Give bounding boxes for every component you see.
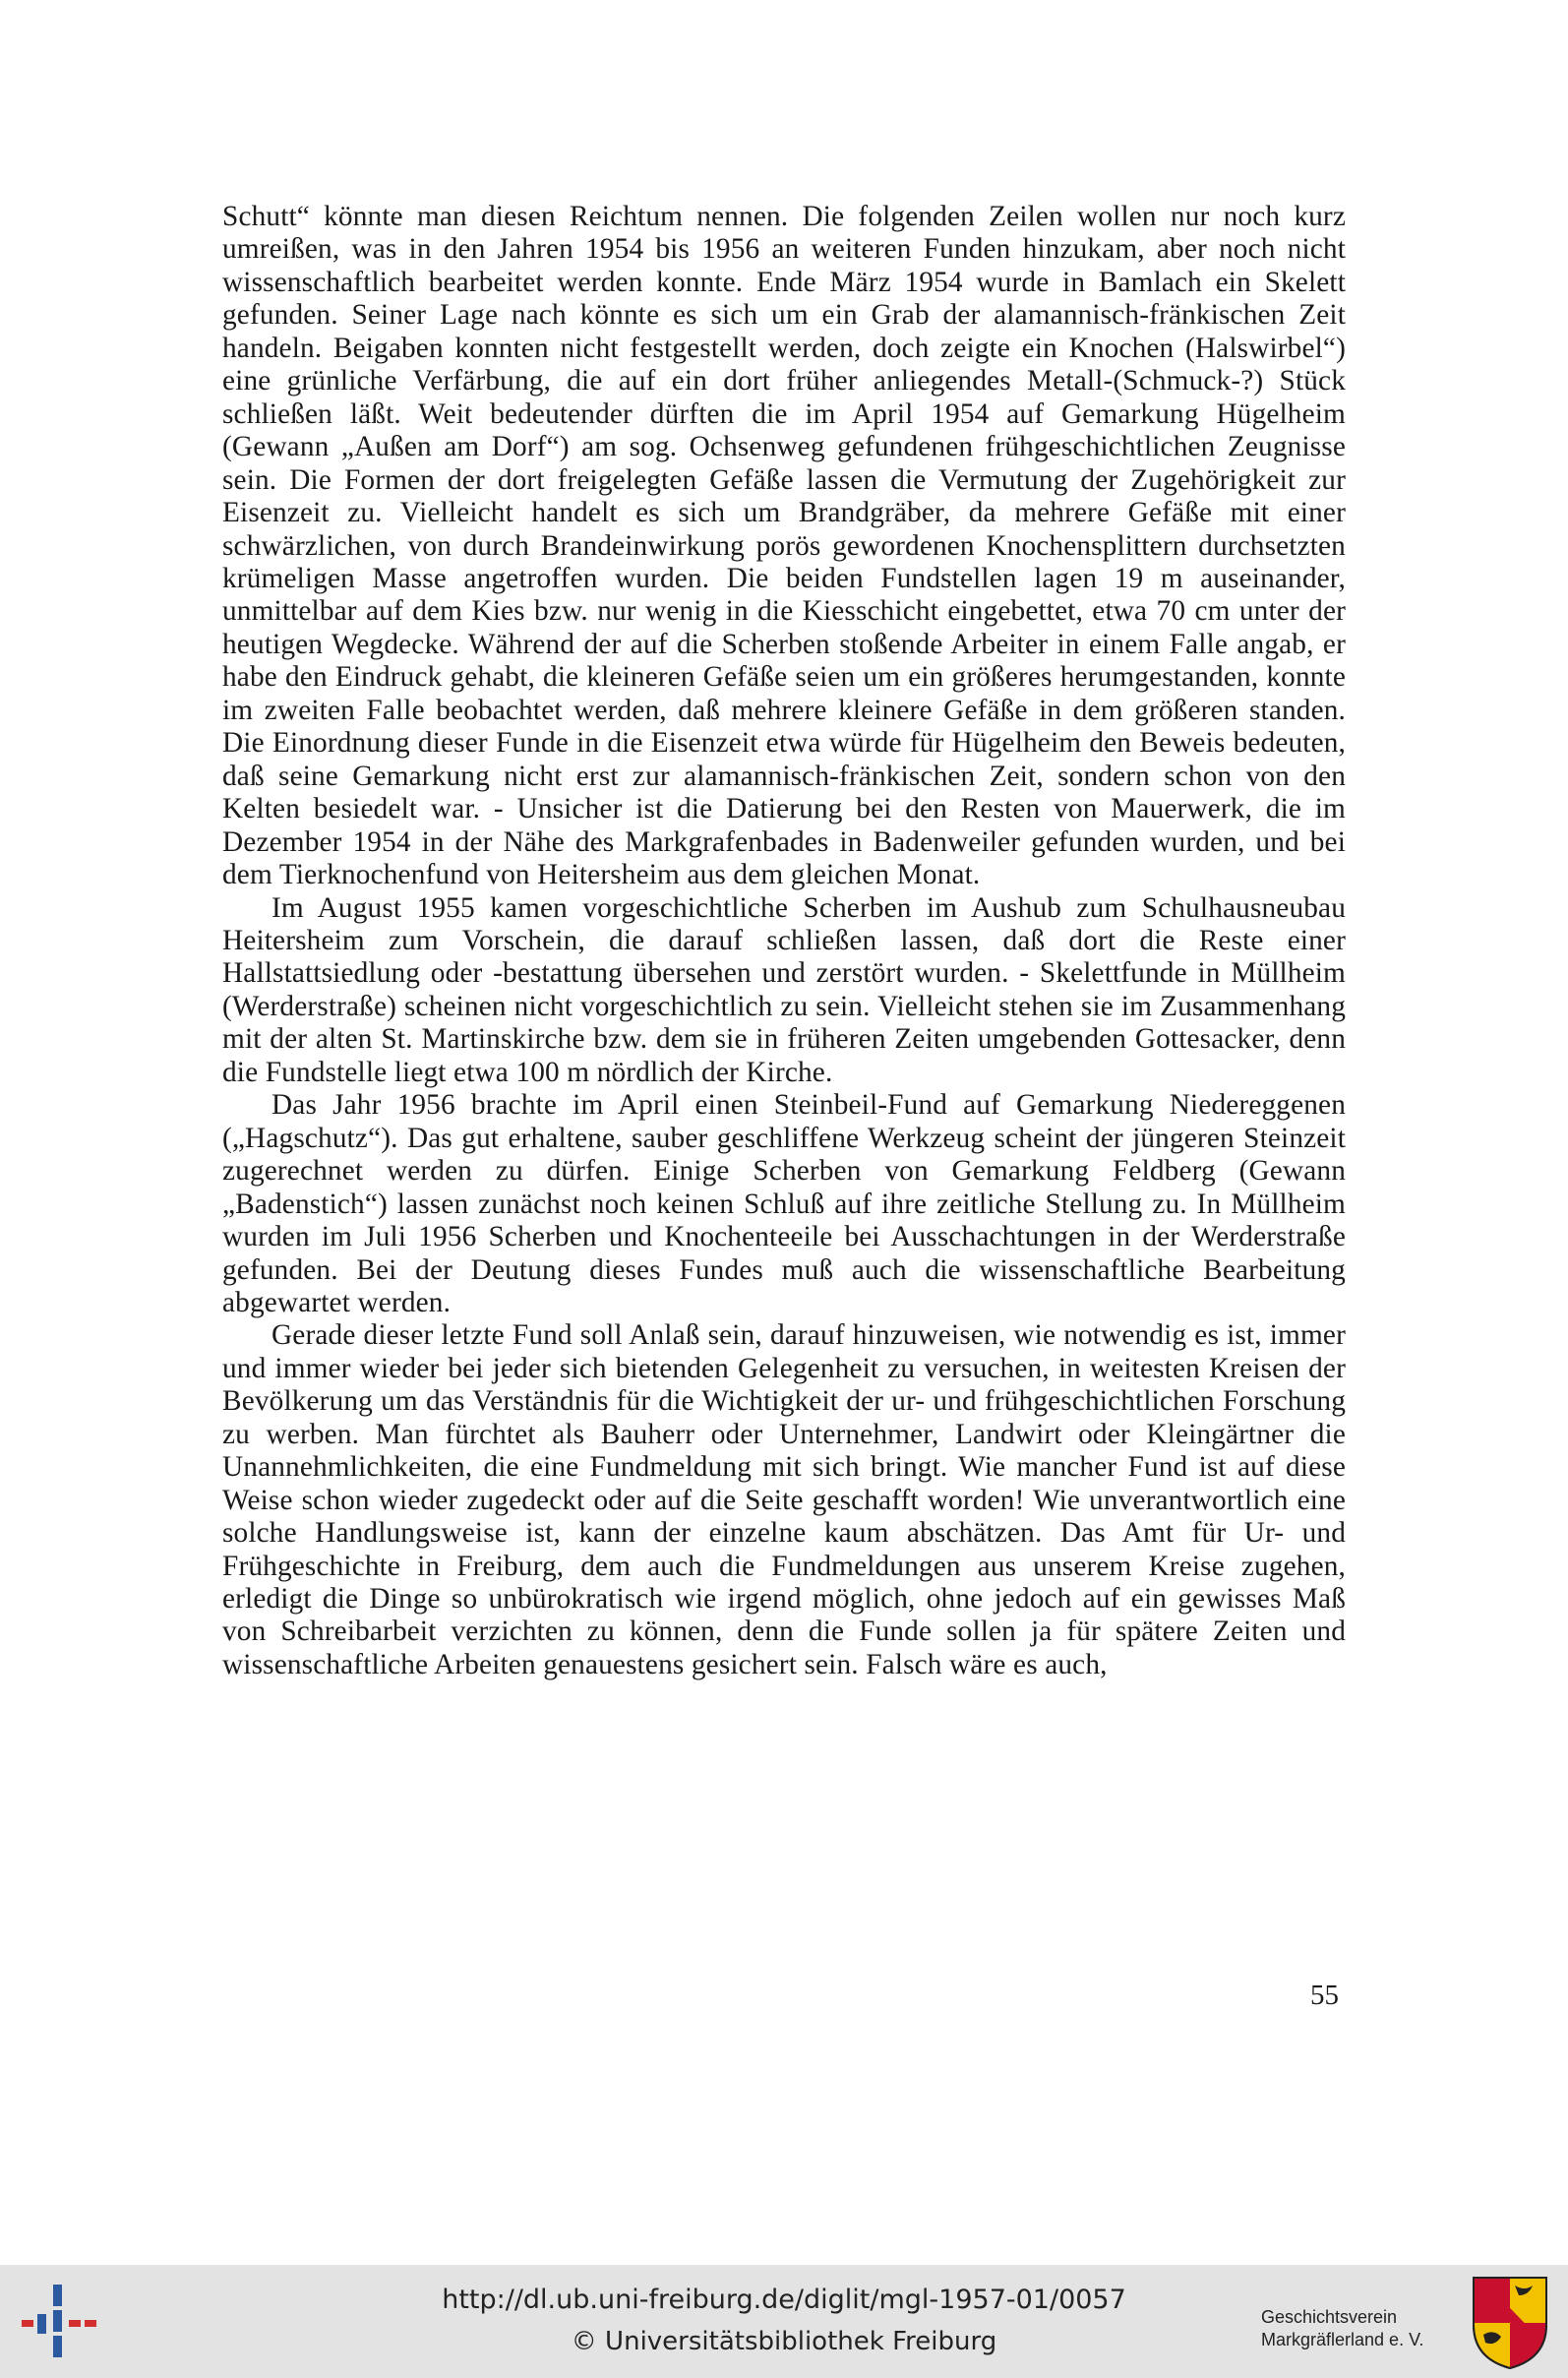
society-name-line-1: Geschichtsverein xyxy=(1261,2307,1398,2327)
permalink-url[interactable]: http://dl.ub.uni-freiburg.de/diglit/mgl-1957-01/0057 xyxy=(442,2285,1126,2315)
body-text xyxy=(222,201,1346,1681)
paragraph-3: Das Jahr 1956 brachte im April einen Steinbeil-Fund auf Gemarkung Niedereggenen („Hagschutz“). Das gut erhaltene, sauber geschliffene Werkzeug scheint der jüngeren Steinzeit zugerechnet werden zu dürfen. Einige Scherben von Gemarkung Feldberg (Gewann „Badenstich“) lassen zunächst noch keinen Schluß auf ihre zeitliche Stellung zu. In Müllheim wurden im Juli 1956 Scherben und Knochenteeile bei Ausschachtungen in der Werderstraße gefunden. Bei der Deutung dieses Fundes muß auch die wissenschaftliche Bearbeitung abgewartet werden. xyxy=(222,1089,1346,1318)
page-number: 55 xyxy=(1310,1980,1339,2011)
paragraph-1: Schutt“ könnte man diesen Reichtum nennen. Die folgenden Zeilen wollen nur noch kurz umreißen, was in den Jahren 1954 bis 1956 an weiteren Funden hinzukam, aber noch nicht wissenschaftlich bearbeitet werden konnte. Ende März 1954 wurde in Bamlach ein Skelett gefunden. Seiner Lage nach könnte es sich um ein Grab der alamannisch-fränkischen Zeit handeln. Beigaben konnten nicht festgestellt werden, doch zeigte ein Knochen (Halswirbel“) eine grünliche Verfärbung, die auf ein dort früher anliegendes Metall-(Schmuck-?) Stück schließen läßt. Weit bedeutender dürften die im April 1954 auf Gemarkung Hügelheim (Gewann „Außen am Dorf“) am sog. Ochsenweg gefundenen frühgeschichtlichen Zeugnisse sein. Die Formen der dort freigelegten Gefäße lassen die Vermutung der Zugehörigkeit zur Eisenzeit zu. Vielleicht handelt es sich um Brandgräber, da mehrere Gefäße mit einer schwärzlichen, von durch Brandeinwirkung porös gewordenen Knochensplittern durchsetzten krümeligen Masse angetroffen wurden. Die beiden Fundstellen lagen 19 m auseinander, unmittelbar auf dem Kies bzw. nur wenig in die Kiesschicht eingebettet, etwa 70 cm unter der heutigen Wegdecke. Während der auf die Scherben stoßende Arbeiter in einem Falle angab, er habe den Eindruck gehabt, die kleineren Gefäße seien um ein größeres herumgestanden, konnte im zweiten Falle beobachtet werden, daß mehrere kleinere Gefäße in dem größeren standen. Die Einordnung dieser Funde in die Eisenzeit etwa würde für Hügelheim den Beweis bedeuten, daß seine Gemarkung nicht erst zur alamannisch-fränkischen Zeit, sondern schon von den Kelten besiedelt war. - Unsicher ist die Datierung bei den Resten von Mauerwerk, die im Dezember 1954 in der Nähe des Markgrafenbades in Badenweiler gefunden wurden, und bei dem Tierknochenfund von Heitersheim aus dem gleichen Monat. xyxy=(222,201,1346,891)
copyright-notice: © Universitätsbibliothek Freiburg xyxy=(571,2327,997,2356)
paragraph-2: Im August 1955 kamen vorgeschichtliche Scherben im Aushub zum Schulhausneubau Heitersheim zum Vorschein, die darauf schließen lassen, daß dort die Reste einer Hallstattsiedlung oder -bestattung übersehen und zerstört wurden. - Skelettfunde in Müllheim (Werderstraße) scheinen nicht vorgeschichtlich zu sein. Vielleicht stehen sie im Zusammenhang mit der alten St. Martinskirche bzw. dem sie in früheren Zeiten umgebenden Gottesacker, denn die Fundstelle liegt etwa 100 m nördlich der Kirche. xyxy=(222,891,1346,1088)
coat-of-arms-icon xyxy=(1470,2274,1550,2372)
society-name xyxy=(1261,2306,1458,2351)
society-name-line-2: Markgräflerland e. V. xyxy=(1261,2330,1424,2349)
paragraph-4: Gerade dieser letzte Fund soll Anlaß sein, darauf hinzuweisen, wie notwendig es ist, immer und immer wieder bei jeder sich bietenden Gelegenheit zu versuchen, in weitesten Kreisen der Bevölkerung um das Verständnis für die Wichtigkeit der ur- und frühgeschichtlichen Forschung zu werben. Man fürchtet als Bauherr oder Unternehmer, Landwirt oder Kleingärtner die Unannehmlichkeiten, die eine Fundmeldung mit sich bringt. Wie mancher Fund ist auf diese Weise schon wieder zugedeckt oder auf die Seite geschafft worden! Wie unverantwortlich eine solche Handlungsweise ist, kann der einzelne kaum abschätzen. Das Amt für Ur- und Frühgeschichte in Freiburg, dem auch die Fundmeldungen aus unserem Kreise zugehen, erledigt die Dinge so unbürokratisch wie irgend möglich, ohne jedoch auf ein gewisses Maß von Schreibarbeit verzichten zu können, denn die Funde sollen ja für spätere Zeiten und wissenschaftliche Arbeiten genauestens gesichert sein. Falsch wäre es auch, xyxy=(222,1319,1346,1680)
